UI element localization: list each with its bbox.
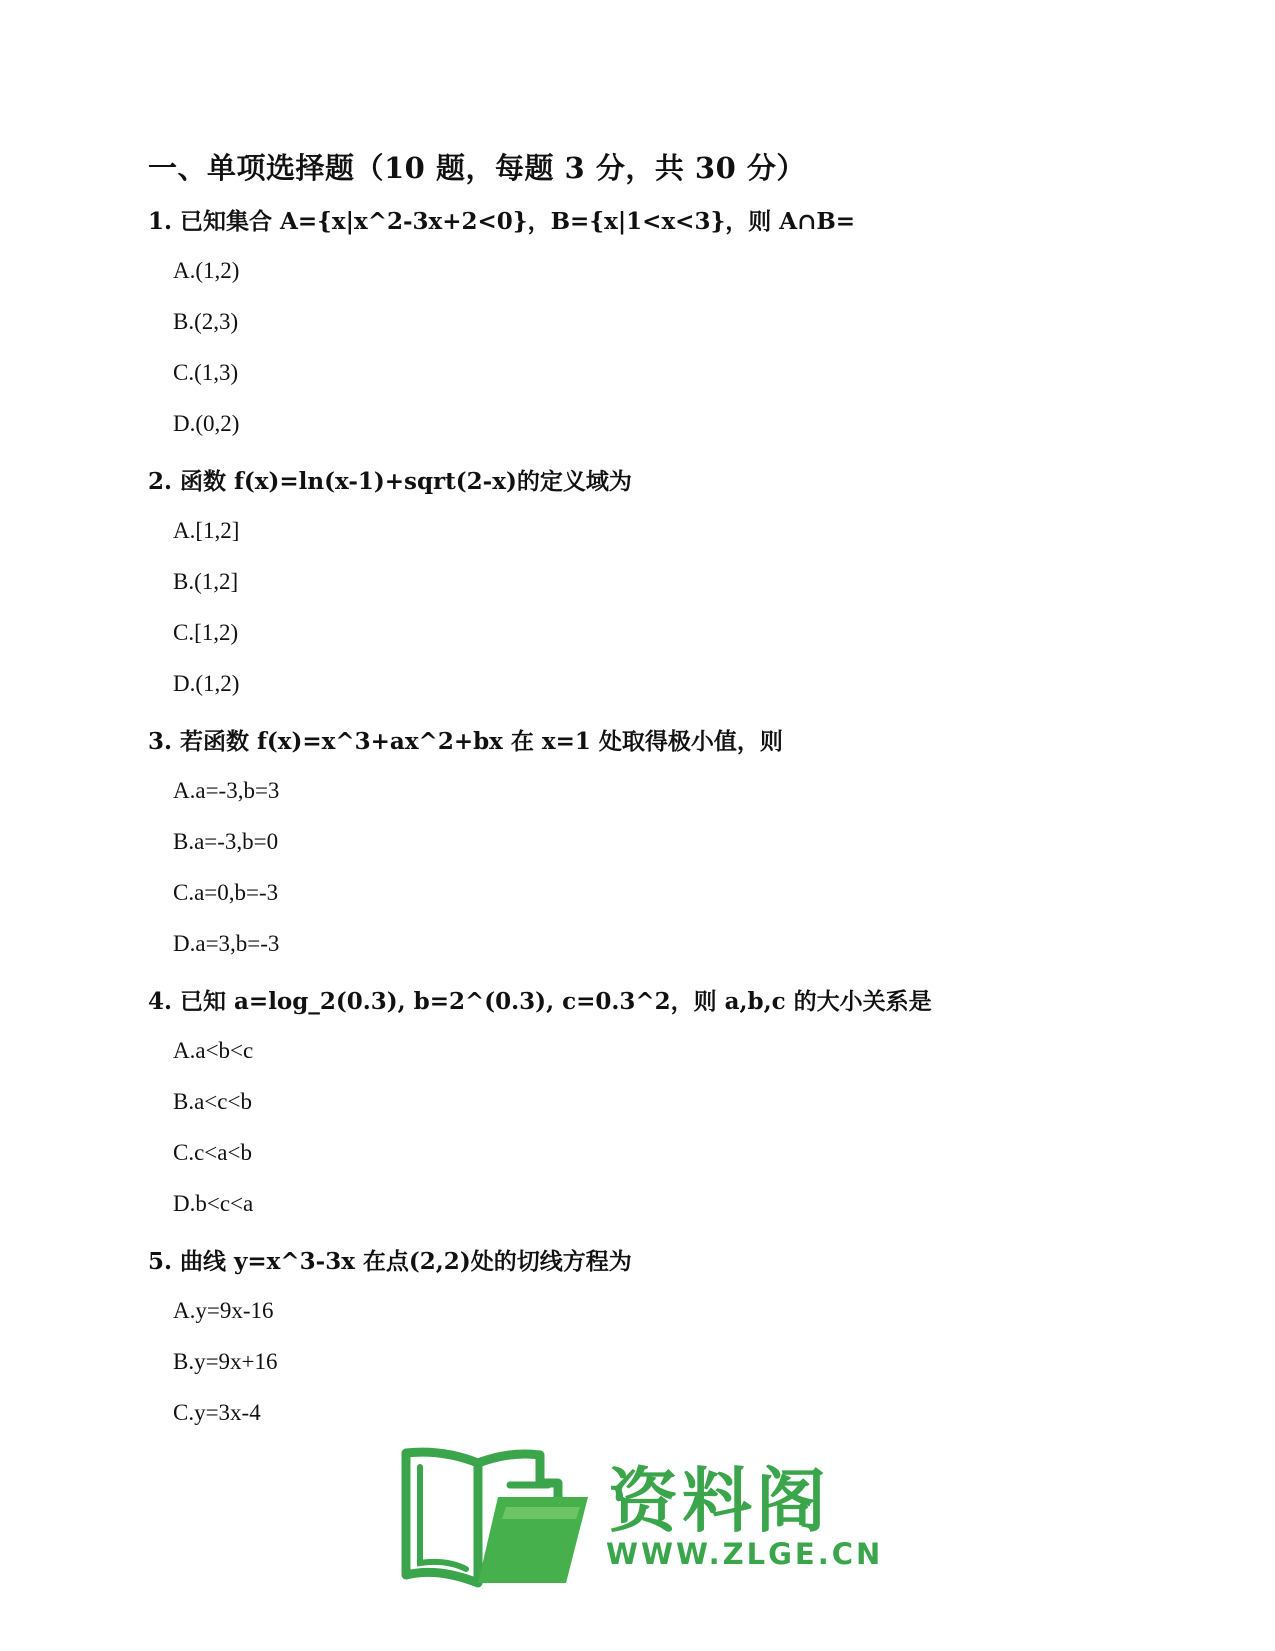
question-5-option-a: A.y=9x-16	[173, 1298, 274, 1323]
question-1-option-d: D.(0,2)	[173, 411, 240, 436]
question-2-option-a: A.[1,2]	[173, 518, 240, 543]
question-1-option-c: C.(1,3)	[173, 360, 239, 385]
question-2-option-b: B.(1,2]	[173, 569, 239, 594]
question-3-stem: 3. 若函数 f(x)=x^3+ax^2+bx 在 x=1 处取得极小值，则	[148, 728, 783, 755]
question-4-option-b: B.a<c<b	[173, 1089, 252, 1114]
question-5-stem: 5. 曲线 y=x^3-3x 在点(2,2)处的切线方程为	[148, 1248, 632, 1275]
question-4-option-c: C.c<a<b	[173, 1140, 252, 1165]
question-1-option-a: A.(1,2)	[173, 258, 240, 283]
question-1-option-b: B.(2,3)	[173, 309, 239, 334]
question-4-option-a: A.a<b<c	[173, 1038, 254, 1063]
question-5-option-b: B.y=9x+16	[173, 1349, 278, 1374]
question-2-stem: 2. 函数 f(x)=ln(x-1)+sqrt(2-x)的定义域为	[148, 468, 632, 495]
watermark-url: WWW.ZLGE.CN	[606, 1537, 884, 1571]
question-3-option-d: D.a=3,b=-3	[173, 931, 280, 956]
question-4-option-d: D.b<c<a	[173, 1191, 254, 1216]
question-1-stem: 1. 已知集合 A={x|x^2-3x+2<0}，B={x|1<x<3}，则 A∩B=	[148, 208, 856, 235]
question-3-option-a: A.a=-3,b=3	[173, 778, 280, 803]
open-book-folder-logo-icon	[398, 1445, 598, 1590]
question-2-option-c: C.[1,2)	[173, 620, 239, 645]
question-3-option-b: B.a=-3,b=0	[173, 829, 279, 854]
question-5-option-c: C.y=3x-4	[173, 1400, 261, 1425]
question-4-stem: 4. 已知 a=log_2(0.3), b=2^(0.3), c=0.3^2，则 a,b,c 的大小关系是	[148, 988, 932, 1015]
watermark	[398, 1445, 884, 1595]
section-title: 一、单项选择题（10 题，每题 3 分，共 30 分）	[148, 151, 806, 185]
watermark-name: 资料阁	[608, 1460, 830, 1542]
question-3-option-c: C.a=0,b=-3	[173, 880, 279, 905]
question-2-option-d: D.(1,2)	[173, 671, 240, 696]
